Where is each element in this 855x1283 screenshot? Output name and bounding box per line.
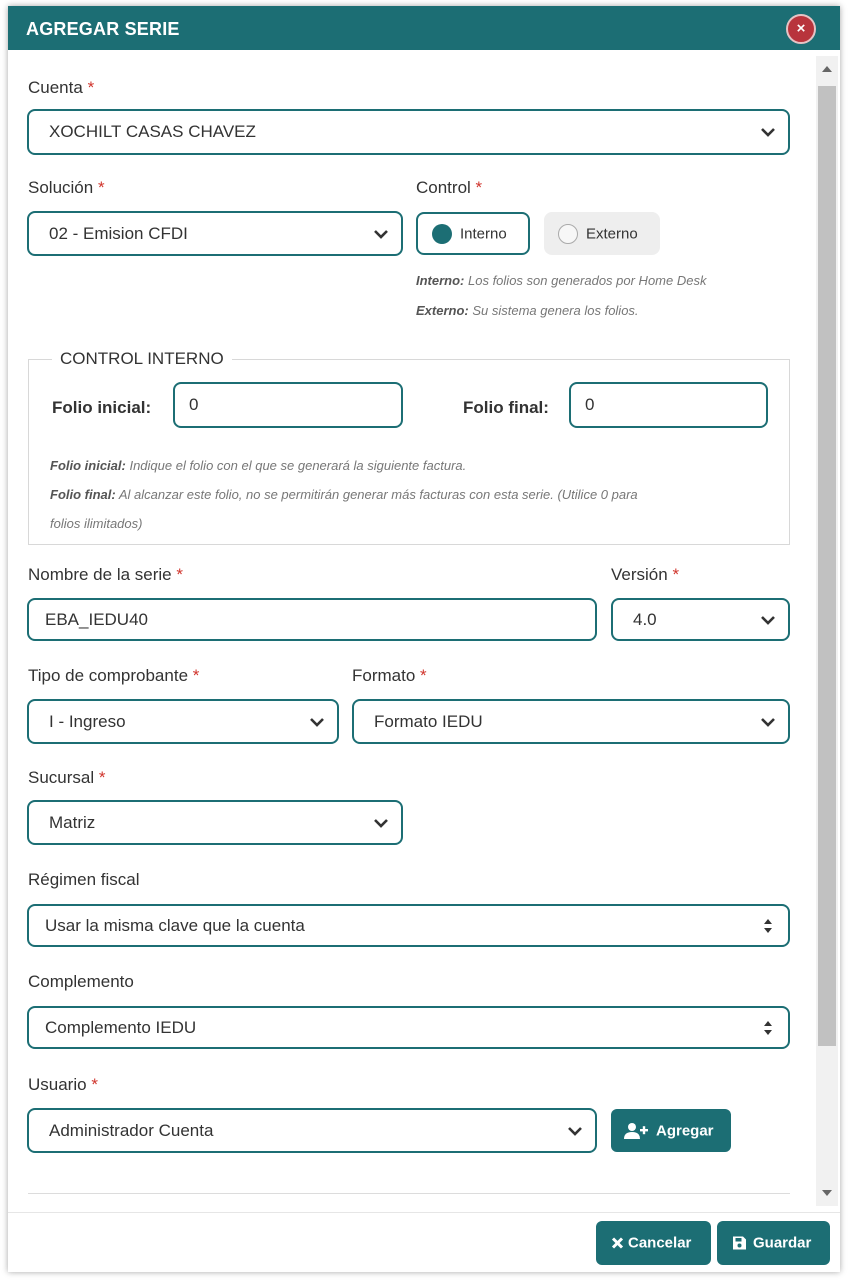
tipo-comprobante-label: Tipo de comprobante *	[28, 666, 200, 685]
user-plus-icon	[624, 1122, 648, 1140]
close-icon: ×	[796, 20, 806, 37]
modal-title: AGREGAR SERIE	[26, 19, 180, 39]
hint-externo: Externo: Su sistema genera los folios.	[416, 303, 639, 318]
save-button[interactable]: Guardar	[717, 1221, 830, 1265]
folio-final-input[interactable]: 0	[569, 382, 768, 428]
hint-interno: Interno: Los folios son generados por Home Desk	[416, 273, 707, 288]
regimen-label: Régimen fiscal	[28, 870, 140, 889]
agregar-serie-modal	[8, 6, 840, 1272]
sort-icon	[762, 917, 774, 935]
chevron-down-icon	[758, 712, 778, 732]
radio-selected-icon	[432, 224, 452, 244]
tipo-comprobante-select[interactable]: I - Ingreso	[27, 699, 339, 744]
agregar-usuario-button[interactable]: Agregar	[611, 1109, 731, 1152]
sort-icon	[762, 1019, 774, 1037]
divider	[28, 1193, 790, 1194]
chevron-down-icon	[307, 712, 327, 732]
nombre-serie-input[interactable]: EBA_IEDU40	[27, 598, 597, 641]
control-label: Control *	[416, 178, 483, 197]
solucion-label: Solución *	[28, 178, 105, 197]
scrollbar-thumb[interactable]	[818, 86, 836, 1046]
control-interno-radio[interactable]: Interno	[416, 212, 530, 255]
chevron-down-icon	[565, 1121, 585, 1141]
hint-folio-inicial: Folio inicial: Indique el folio con el que se generará la siguiente factura.	[50, 458, 467, 473]
scrollbar[interactable]	[816, 56, 838, 1206]
radio-unselected-icon	[558, 224, 578, 244]
modal-header	[8, 6, 840, 50]
formato-label: Formato *	[352, 666, 427, 685]
scroll-up-icon[interactable]	[822, 66, 832, 72]
times-icon	[611, 1237, 624, 1250]
chevron-down-icon	[758, 122, 778, 142]
close-button[interactable]	[786, 14, 816, 44]
control-interno-legend: CONTROL INTERNO	[52, 349, 232, 369]
sucursal-label: Sucursal *	[28, 768, 106, 787]
control-externo-radio[interactable]: Externo	[544, 212, 660, 255]
version-select[interactable]: 4.0	[611, 598, 790, 641]
solucion-select[interactable]: 02 - Emision CFDI	[27, 211, 403, 256]
hint-folio-final-cont: folios ilimitados)	[50, 516, 143, 531]
scroll-down-icon[interactable]	[822, 1190, 832, 1196]
cuenta-label: Cuenta *	[28, 78, 95, 97]
footer-divider	[8, 1212, 840, 1213]
complemento-select[interactable]: Complemento IEDU	[27, 1006, 790, 1049]
sucursal-select[interactable]: Matriz	[27, 800, 403, 845]
folio-inicial-label: Folio inicial:	[52, 398, 152, 417]
chevron-down-icon	[758, 610, 778, 630]
usuario-select[interactable]: Administrador Cuenta	[27, 1108, 597, 1153]
chevron-down-icon	[371, 813, 391, 833]
version-label: Versión *	[611, 565, 680, 584]
regimen-select[interactable]: Usar la misma clave que la cuenta	[27, 904, 790, 947]
folio-final-label: Folio final:	[463, 398, 549, 417]
formato-select[interactable]: Formato IEDU	[352, 699, 790, 744]
chevron-down-icon	[371, 224, 391, 244]
usuario-label: Usuario *	[28, 1075, 98, 1094]
nombre-serie-label: Nombre de la serie *	[28, 565, 183, 584]
folio-inicial-input[interactable]: 0	[173, 382, 403, 428]
hint-folio-final: Folio final: Al alcanzar este folio, no se permitirán generar más facturas con esta serie. (Utilice 0 para	[50, 487, 638, 502]
cuenta-select[interactable]: XOCHILT CASAS CHAVEZ	[27, 109, 790, 155]
cancel-button[interactable]: Cancelar	[596, 1221, 711, 1265]
complemento-label: Complemento	[28, 972, 134, 991]
save-icon	[732, 1236, 747, 1251]
